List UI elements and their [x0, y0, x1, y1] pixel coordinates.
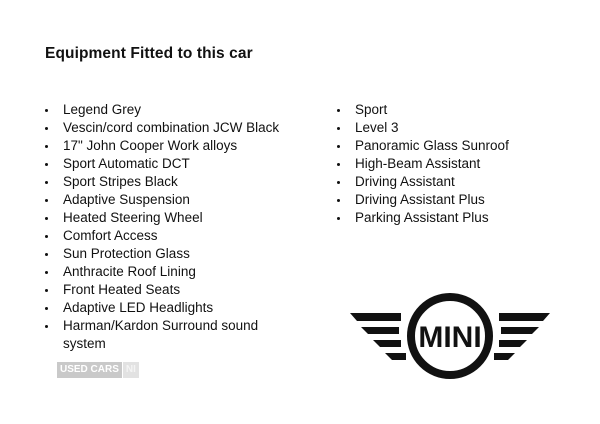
list-item: 17" John Cooper Work alloys [45, 137, 285, 155]
equipment-list-right [337, 101, 557, 227]
list-item: Sport [337, 101, 557, 119]
left-wing-stripe-3 [373, 340, 401, 347]
list-item: High-Beam Assistant [337, 155, 557, 173]
list-item: Harman/Kardon Surround sound system [45, 317, 285, 353]
badge-ni: NI [123, 362, 139, 378]
left-wing-stripe-2 [361, 327, 399, 334]
list-item: Panoramic Glass Sunroof [337, 137, 557, 155]
page-title: Equipment Fitted to this car [45, 45, 253, 62]
list-item: Sport Stripes Black [45, 173, 285, 191]
left-wing-stripe-4 [385, 353, 406, 360]
list-item: Sun Protection Glass [45, 245, 285, 263]
right-wing-stripe-1 [499, 313, 550, 321]
list-item: Driving Assistant Plus [337, 191, 557, 209]
list-item: Comfort Access [45, 227, 285, 245]
mini-logo-icon [348, 292, 552, 382]
right-wing-stripe-2 [501, 327, 539, 334]
left-wing-stripe-1 [350, 313, 401, 321]
list-item: Front Heated Seats [45, 281, 285, 299]
used-cars-ni-badge [57, 362, 139, 378]
list-item: Sport Automatic DCT [45, 155, 285, 173]
list-item: Vescin/cord combination JCW Black [45, 119, 285, 137]
right-wing-stripe-3 [499, 340, 527, 347]
list-item: Adaptive Suspension [45, 191, 285, 209]
list-item: Driving Assistant [337, 173, 557, 191]
right-wing-stripe-4 [494, 353, 515, 360]
list-item: Heated Steering Wheel [45, 209, 285, 227]
equipment-list-left [45, 101, 285, 353]
list-item: Adaptive LED Headlights [45, 299, 285, 317]
logo-text: MINI [418, 321, 482, 354]
list-item: Level 3 [337, 119, 557, 137]
list-item: Parking Assistant Plus [337, 209, 557, 227]
list-item: Legend Grey [45, 101, 285, 119]
badge-used-cars: USED CARS [57, 362, 122, 378]
list-item: Anthracite Roof Lining [45, 263, 285, 281]
